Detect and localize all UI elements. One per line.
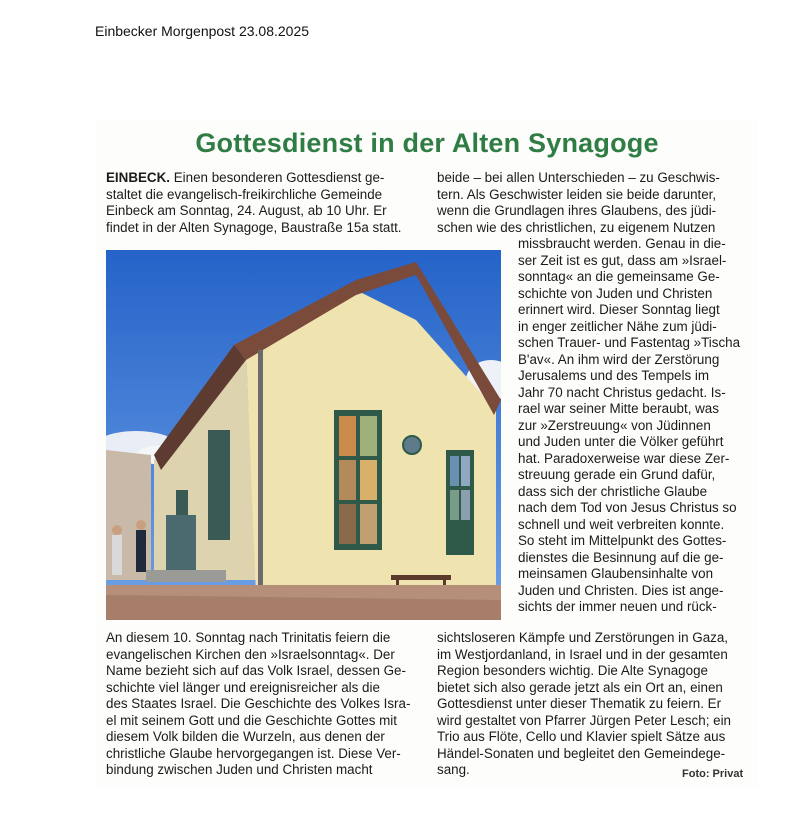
body-paragraph-2-bottom <box>437 630 749 779</box>
photo-credit: Foto: Privat <box>682 768 744 780</box>
body-line: wird gestaltet von Pfarrer Jürgen Peter Lesch; ein <box>437 712 731 728</box>
body-line: des Staates Israel. Die Geschichte des Volkes Isra- <box>106 696 411 711</box>
photo-illustration <box>106 250 501 620</box>
body-line: bindung zwischen Juden und Christen macht <box>106 762 373 777</box>
source-line: Einbecker Morgenpost 23.08.2025 <box>95 23 310 39</box>
body-line: nach dem Tod von Jesus Christus so <box>518 500 737 515</box>
body-line: Juden und Christen. Dies ist ange- <box>518 582 724 598</box>
body-line: wenn die Grundlagen ihres Glaubens, des jüdi- <box>437 203 717 218</box>
body-line: sang. <box>437 762 470 777</box>
headline: Gottesdienst in der Alten Synagoge <box>195 128 659 158</box>
intro-line: staltet die evangelisch-freikirchliche Gemeinde <box>106 186 383 202</box>
body-paragraph-2-narrow <box>518 236 750 616</box>
body-line: sonntag« an die gemeinsame Ge- <box>518 269 720 284</box>
body-line: dass sich der christliche Glaube <box>518 483 708 499</box>
body-line: Händel-Sonaten und begleitet den Gemeindege- <box>437 745 726 761</box>
body-paragraph-2-top <box>437 170 747 236</box>
intro-line: findet in der Alten Synagoge, Baustraße 15a statt. <box>106 219 402 235</box>
body-line: erinnert wird. Dieser Sonntag liegt <box>518 302 720 317</box>
body-line: und Juden unter die Völker geführt <box>518 434 724 449</box>
body-line: schnell und weit verbreiten konnte. <box>518 516 725 532</box>
intro-first-line: Einen besonderen Gottesdienst ge- <box>170 170 385 185</box>
body-line: Jerusalems und des Tempels im <box>518 368 710 383</box>
body-line: missbraucht werden. Genau in die- <box>518 236 726 251</box>
body-line: sichtsloseren Kämpfe und Zerstörungen in Gaza, <box>437 630 729 645</box>
synagogue-photo <box>106 250 501 620</box>
intro-line <box>106 170 416 187</box>
body-line: schen wie des christlichen, zu eigenem Nutzen <box>437 219 716 235</box>
body-line: christliche Glaube hervorgegangen ist. Diese Ver- <box>106 745 401 761</box>
body-line: schen Trauer- und Fastentag »Tischa <box>518 335 741 350</box>
body-paragraph-1 <box>106 630 418 779</box>
body-line: sichts der immer neuen und rück- <box>518 599 717 614</box>
body-line: ser Zeit ist es gut, dass am »Israel- <box>518 252 727 268</box>
body-line: Gottesdienst unter dieser Thematik zu feiern. Er <box>437 696 722 711</box>
body-line: bietet sich also gerade jetzt als ein Ort an, einen <box>437 679 723 695</box>
intro-paragraph <box>106 170 416 236</box>
body-line: tern. Als Geschwister leiden sie beide darunter, <box>437 186 717 202</box>
dateline: EINBECK. <box>106 170 170 185</box>
body-line: Region besonders wichtig. Die Alte Synagoge <box>437 663 708 678</box>
body-line: hat. Paradoxerweise war diese Zer- <box>518 450 730 466</box>
body-line: meinsamen Glaubensinhalte von <box>518 566 714 581</box>
body-line: beide – bei allen Unterschieden – zu Geschwis- <box>437 170 720 185</box>
body-line: streuung gerade ein Grund dafür, <box>518 467 716 482</box>
body-line: An diesem 10. Sonntag nach Trinitatis feiern die <box>106 630 391 645</box>
body-line: B'av«. An ihm wird der Zerstörung <box>518 351 720 367</box>
body-line: rael war seiner Mitte beraubt, was <box>518 401 719 416</box>
body-line: Trio aus Flöte, Cello und Klavier spielt Sätze aus <box>437 729 726 744</box>
body-line: in enger zeitlicher Nähe zum jüdi- <box>518 318 717 334</box>
body-line: zur »Zerstreuung« von Jüdinnen <box>518 417 711 433</box>
body-line: Name bezieht sich auf das Volk Israel, dessen Ge- <box>106 663 406 678</box>
body-line: im Westjordanland, in Israel und in der gesamten <box>437 646 728 662</box>
intro-line: Einbeck am Sonntag, 24. August, ab 10 Uhr. Er <box>106 203 387 218</box>
body-line: diesem Volk bilden die Wurzeln, aus denen der <box>106 729 385 744</box>
body-line: schichte viel länger und ereignisreicher als die <box>106 679 380 695</box>
body-line: el mit seinem Gott und die Geschichte Gottes mit <box>106 712 397 728</box>
body-line: evangelischen Kirchen den »Israelsonntag«. Der <box>106 646 395 662</box>
body-line: So steht im Mittelpunkt des Gottes- <box>518 533 727 548</box>
body-line: schichte von Juden und Christen <box>518 285 713 301</box>
body-line: dienstes die Besinnung auf die ge- <box>518 549 724 565</box>
body-line: Jahr 70 nacht Christus gedacht. Is- <box>518 384 726 400</box>
